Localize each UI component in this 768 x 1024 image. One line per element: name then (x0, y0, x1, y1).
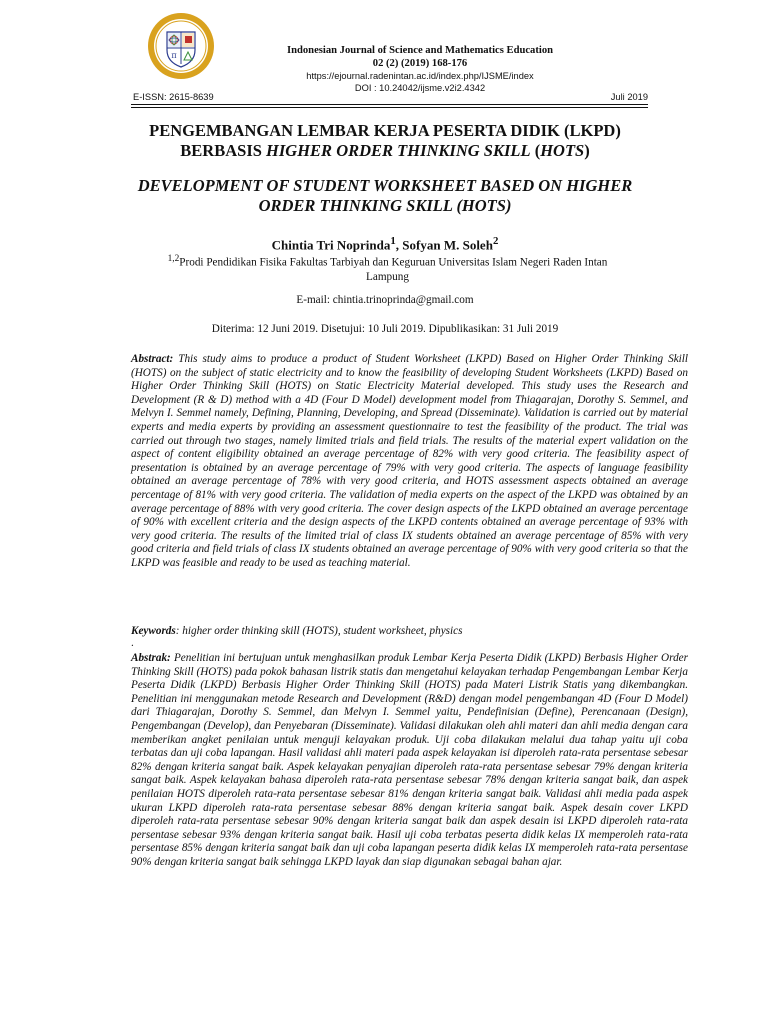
issue-date: Juli 2019 (610, 92, 648, 102)
title-id-text: BERBASIS (180, 141, 267, 160)
author-sup: 2 (492, 235, 499, 247)
author-email[interactable]: E-mail: chintia.trinoprinda@gmail.com (296, 294, 474, 306)
journal-name: Indonesian Journal of Science and Mathematics Education (286, 45, 554, 56)
journal-seal-icon (147, 12, 215, 80)
keywords-text: : higher order thinking skill (HOTS), student worksheet, physics (175, 625, 463, 637)
keywords (131, 625, 688, 637)
journal-url[interactable]: https://ejournal.radenintan.ac.id/index.php/IJSME/index (306, 71, 534, 81)
title-id-line2 (120, 141, 650, 161)
abstrak-label: Abstrak: (131, 652, 171, 664)
title-id-italic: HIGHER ORDER THINKING SKILL (266, 141, 531, 160)
author-separator: , (395, 237, 403, 253)
abstract-label: Abstract: (131, 353, 174, 365)
separator-dot: . (131, 637, 134, 649)
title-en-line1: DEVELOPMENT OF STUDENT WORKSHEET BASED ON HIGHER (137, 176, 633, 195)
affiliation-sup: 1,2 (167, 254, 180, 264)
affiliation (150, 252, 625, 284)
title-id-italic: HOTS (540, 141, 585, 160)
keywords-label: Keywords (131, 625, 176, 637)
journal-doi: DOI : 10.24042/ijsme.v2i2.4342 (354, 83, 486, 93)
author-name: Chintia Tri Noprinda (271, 237, 391, 253)
abstract-english (131, 353, 688, 571)
title-id-line1: PENGEMBANGAN LEMBAR KERJA PESERTA DIDIK (LKPD) (149, 121, 621, 140)
title-id-text: ) (584, 141, 590, 160)
abstrak-text: Penelitian ini bertujuan untuk menghasilkan produk Lembar Kerja Peserta Didik (LKPD) Berbasis Higher Order Thinking Skill (HOTS) pada pokok bahasan listrik statis dan mengetahui kelayakan terhadap Pengembangan Lembar Kerja Peserta Didik (LKPD) Berbasis Higher Order Thinking Skill (HOTS) pada Materi Listrik Statis yang dikembangkan. Penelitian ini menggunakan metode Research and Development (R&D) dengan model pengembangan 4D (Four D Model) dari Thiagarajan, Dorothy S. Semmel, dan Melvyn I. Semmel yaitu, Pendefinisian (Define), Perencanaan (Design), Pengembangan (Develop), dan Penyebaran (Disseminate). Validasi dilakukan oleh ahli materi dan ahli media dengan cara memberikan angket penilaian untuk menguji kelayakan produk. Uji coba dilakukan melalui dua tahap yaitu uji coba terbatas dan uji coba lapangan. Hasil validasi ahli materi pada aspek kelayakan isi diperoleh rata-rata persentase sebesar 82% dengan kriteria sangat baik. Aspek kelayakan penyajian diperoleh rata-rata persentase sebesar 79% dengan kriteria sangat baik. Aspek kelayakan bahasa diperoleh rata-rata persentase sebesar 78% dengan kriteria sangat baik, dan aspek penilaian HOTS diperoleh rata-rata persentase sebesar 81% dengan kriteria sangat baik. Validasi ahli media pada aspek ukuran LKPD diperoleh rata-rata persentase sebesar 88% dengan kriteria sangat baik. Aspek desain cover LKPD diperoleh rata-rata persentase sebesar 90% dengan kriteria sangat baik dan aspek desain isi LKPD diperoleh rata-rata persentase sebesar 93% dengan kriteria sangat baik. Hasil uji coba terbatas peserta didik kelas IX memperoleh rata-rata persentase 85% dengan kriteria sangat baik dan uji coba lapangan peserta didik kelas IX memperoleh rata-rata persentase 90% dengan kriteria sangat baik sehingga LKPD layak dan siap digunakan sebagai bahan ajar. (131, 652, 688, 868)
issn: E-ISSN: 2615-8639 (133, 92, 214, 102)
abstract-indonesian (131, 652, 688, 870)
abstract-text: This study aims to produce a product of Student Worksheet (LKPD) Based on Higher Order Thinking Skill (HOTS) on the subject of static electricity and to know the feasibility of developing Student Worksheets (LKPD) Based on Higher Order Thinking Skill (HOTS) on Static Electricity Material developed. This study uses the Research and Development (R & D) method with a 4D (Four D Model) development model from Thiagarajan, Dorothy S. Semmel, and Melvyn I. Semmel namely, Defining, Planning, Developing, and Spread (Disseminate). Validation is carried out by material experts and media experts by providing an assessment questionnaire to test the feasibility of the product. The trial was carried out through two stages, namely limited trials and field trials. The results of the material expert validation on the aspect of content eligibility obtained an average percentage of 82% with very good criteria. The feasibility aspect of presentation is obtained by an average percentage of 79% with very good criteria. The aspects of language feasibility obtained an average percentage of 78% with very good criteria, and HOTS assessment aspects obtained an average percentage of 81% with very good criteria. The validation of media experts on the aspect of the LKPD was obtained by an average percentage of 88% with very good criteria. The cover design aspects of the LKPD obtained an average percentage of 90% with excellent criteria and the design aspects of the LKPD contents obtained an average percentage of 93% with very good criteria. The results of the limited trial of class IX students obtained an average percentage of 85% with very good criteria and field trials of class IX students obtained an average percentage of 90% with very good criteria so that the LKPD was feasible and ready to be used as teaching material. (131, 353, 688, 569)
submission-dates: Diterima: 12 Juni 2019. Disetujui: 10 Juli 2019. Dipublikasikan: 31 Juli 2019 (211, 323, 559, 335)
author-sup: 1 (390, 235, 396, 247)
title-indonesian (120, 121, 650, 161)
author-list (120, 235, 650, 253)
journal-header (230, 44, 610, 94)
affiliation-text: Prodi Pendidikan Fisika Fakultas Tarbiyah dan Keguruan Universitas Islam Negeri Raden Intan Lampung (179, 256, 608, 283)
author-name: Sofyan M. Soleh (402, 237, 493, 253)
header-rule (131, 104, 648, 105)
journal-issue: 02 (2) (2019) 168-176 (372, 58, 468, 69)
title-id-text: ( (530, 141, 541, 160)
svg-text:π: π (171, 51, 177, 60)
title-en-line2: ORDER THINKING SKILL (HOTS) (258, 196, 512, 215)
title-english (120, 176, 650, 216)
header-rule (131, 107, 648, 108)
